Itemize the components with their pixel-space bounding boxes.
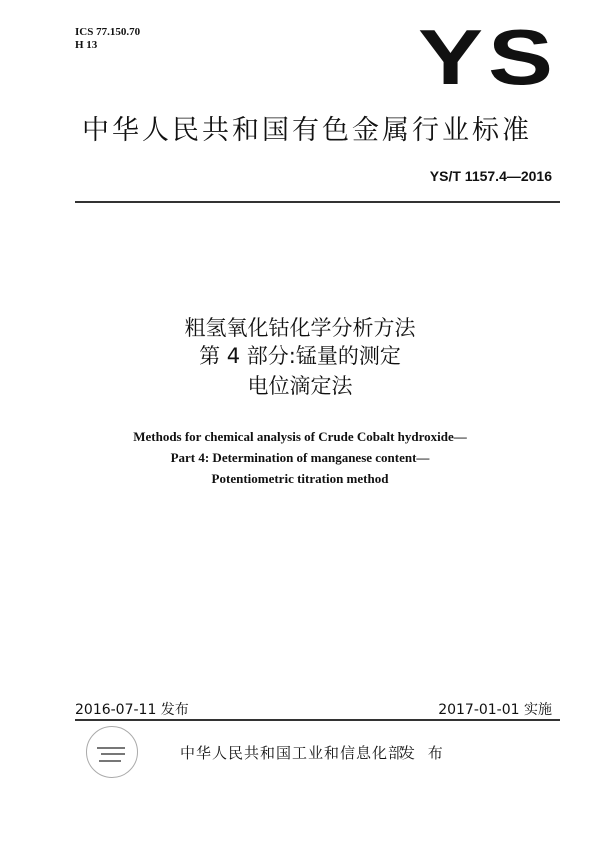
issue-label: 发 布 (400, 744, 447, 762)
org-title: 中华人民共和国有色金属行业标准 (82, 115, 532, 146)
effective-date: 2017-01-01 实施 (438, 702, 552, 718)
title-cn-line-1: 粗氢氧化钴化学分析方法 (184, 316, 416, 340)
title-en-line-1: Methods for chemical analysis of Crude Cobalt hydroxide— (133, 429, 467, 444)
title-en-line-2: Part 4: Determination of manganese content— (170, 450, 430, 465)
title-cn-line-2: 第 4 部分:锰量的测定 (199, 344, 401, 368)
ys-logo: YS (418, 13, 559, 101)
top-divider (75, 201, 560, 203)
ics-code: ICS 77.150.70 (75, 26, 141, 38)
title-en-line-3: Potentiometric titration method (211, 471, 389, 486)
classification-codes (75, 26, 140, 52)
standard-number: YS/T 1157.4—2016 (429, 168, 552, 184)
ccs-code: H 13 (75, 39, 98, 51)
title-cn-line-3: 电位滴定法 (247, 374, 353, 398)
bottom-divider (75, 719, 560, 721)
publish-date: 2016-07-11 发布 (75, 702, 189, 718)
seal-stamp (86, 726, 138, 778)
issuer-name: 中华人民共和国工业和信息化部 (180, 744, 405, 762)
